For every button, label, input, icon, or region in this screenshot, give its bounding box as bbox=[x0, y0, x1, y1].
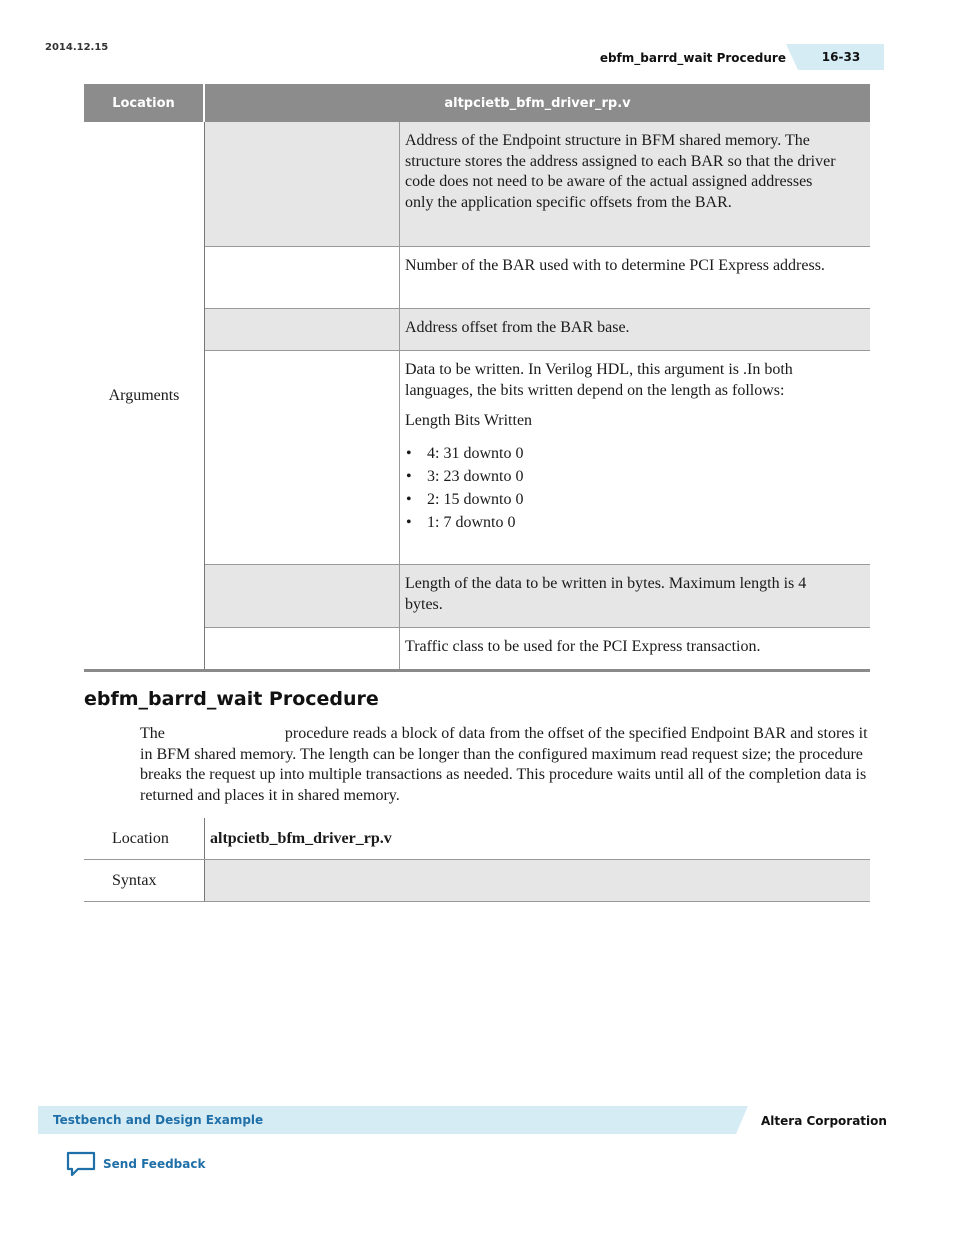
row-description: Address offset from the BAR base. bbox=[405, 319, 630, 336]
section-paragraph: The procedure reads a block of data from the offset of the specified Endpoint BAR and stores it in BFM shared memory. The length can be longer than the configured maximum read request size; the procedure breaks the request up into multiple transactions as needed. This procedure waits until all of the completion data is returned and places it in shared memory. bbox=[140, 725, 872, 805]
row-description: Address of the Endpoint structure in BFM shared memory. The structure stores the address assigned to each BAR so that the driver code does not need to be aware of the actual assigned addresses only the application specific offsets from the BAR. bbox=[405, 132, 836, 211]
header-section-title: ebfm_barrd_wait Procedure bbox=[599, 51, 786, 65]
list-item: • 4: 31 downto 0 bbox=[405, 442, 840, 465]
list-item: • 2: 15 downto 0 bbox=[405, 488, 840, 511]
table-row bbox=[205, 565, 870, 628]
table-header-row bbox=[84, 84, 870, 122]
table-row bbox=[84, 860, 870, 902]
arguments-label: Arguments bbox=[84, 122, 205, 669]
table-row bbox=[205, 628, 870, 669]
table-row bbox=[205, 309, 870, 351]
send-feedback-label[interactable]: Send Feedback bbox=[103, 1157, 206, 1171]
speech-bubble-icon bbox=[65, 1150, 97, 1178]
location-value: altpcietb_bfm_driver_rp.v bbox=[210, 829, 392, 847]
table-row bbox=[205, 247, 870, 309]
row-description: Number of the BAR used with to determine PCI Express address. bbox=[405, 257, 825, 274]
page-number: 16-33 bbox=[821, 50, 861, 64]
row-description: Length of the data to be written in bytes. Maximum length is 4 bytes. bbox=[405, 575, 807, 613]
syntax-value bbox=[205, 860, 870, 901]
footer-chapter-bar[interactable] bbox=[38, 1106, 736, 1134]
footer-chapter-link[interactable]: Testbench and Design Example bbox=[53, 1113, 264, 1127]
table-row bbox=[205, 351, 870, 565]
page-number-tab bbox=[798, 44, 884, 70]
row-description: Traffic class to be used for the PCI Express transaction. bbox=[405, 638, 761, 655]
length-bits-list bbox=[405, 442, 840, 534]
length-bits-subhead: Length Bits Written bbox=[405, 412, 533, 429]
list-item: • 1: 7 downto 0 bbox=[405, 511, 840, 534]
location-label: Location bbox=[84, 818, 205, 859]
row-description: Data to be written. In Verilog HDL, this argument is .In both languages, the bits written depend on the length as follows: bbox=[405, 361, 793, 399]
footer-company: Altera Corporation bbox=[761, 1114, 887, 1128]
file-header: altpcietb_bfm_driver_rp.v bbox=[444, 95, 631, 111]
location-syntax-table bbox=[84, 818, 870, 902]
section-title: ebfm_barrd_wait Procedure bbox=[84, 688, 379, 710]
header-date: 2014.12.15 bbox=[45, 42, 109, 53]
syntax-label: Syntax bbox=[84, 860, 205, 901]
send-feedback-link[interactable] bbox=[65, 1150, 205, 1178]
arguments-table bbox=[84, 84, 870, 672]
list-item: • 3: 23 downto 0 bbox=[405, 465, 840, 488]
table-row bbox=[205, 122, 870, 247]
table-row bbox=[84, 818, 870, 860]
location-header: Location bbox=[84, 84, 205, 122]
